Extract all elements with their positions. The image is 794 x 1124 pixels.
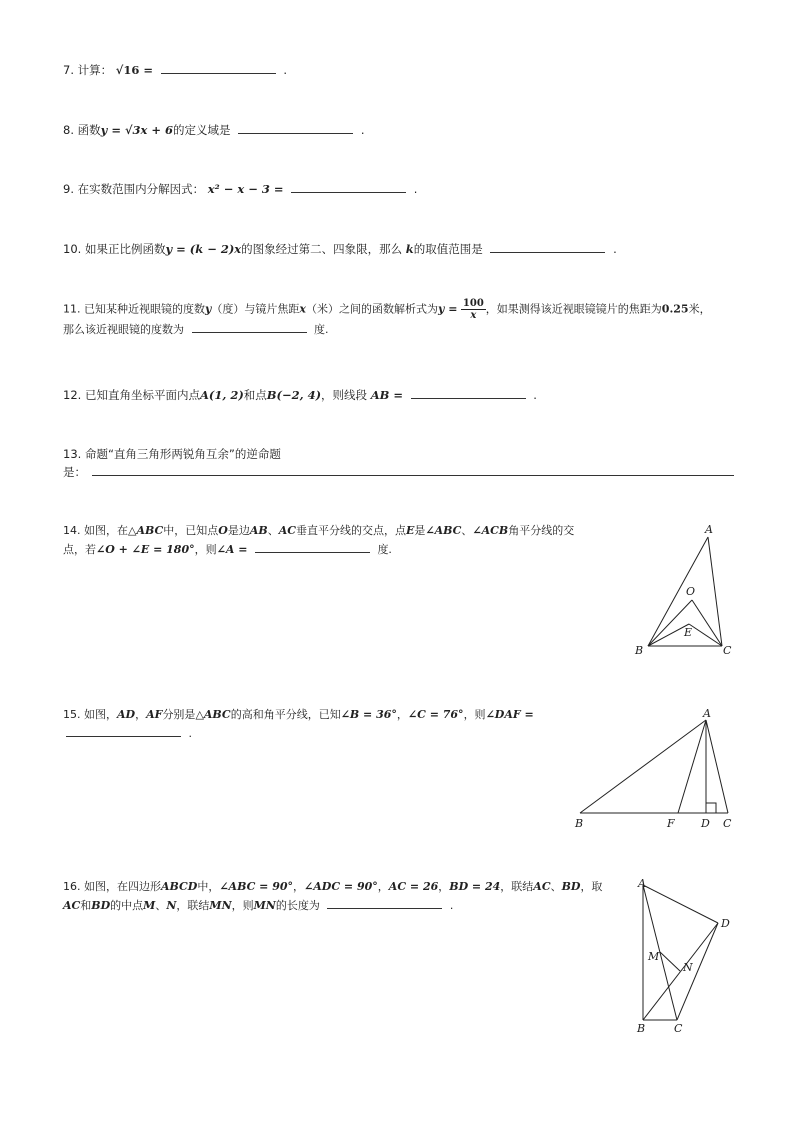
fig14-label-e: E (684, 626, 693, 639)
q12-answer-blank[interactable] (411, 386, 526, 399)
q11-val: 0.25 (661, 302, 689, 316)
q16-line2-f: 的长度为 (275, 899, 320, 912)
q14-angle-abc: ∠ABC (425, 524, 462, 537)
q16-seg-mn: MN (209, 899, 232, 912)
q16-text-d: ， (377, 880, 389, 893)
q15-angle-b: ∠B = 36° (340, 708, 397, 721)
fig14-line-ec (689, 624, 722, 646)
question-11 (63, 298, 711, 339)
q16-text-h: ，取 (580, 880, 603, 893)
q8-post: 的定义域是 (173, 123, 231, 137)
q16-line2-d: ，联结 (176, 899, 210, 912)
q16-answer-blank[interactable] (327, 896, 442, 909)
fig15-label-c: C (723, 817, 732, 830)
q7-answer-blank[interactable] (161, 61, 276, 74)
q15-ad: AD (117, 708, 136, 721)
q8-answer-blank[interactable] (238, 121, 353, 134)
q14-line2-b: ，则 (194, 543, 217, 556)
q15-text-c: 分别是 (162, 708, 196, 721)
fig16-label-b: B (637, 1022, 646, 1035)
q11-frac-den: x (470, 310, 477, 321)
q15-angle-c: ∠C = 76° (407, 708, 464, 721)
q15-answer-blank[interactable] (66, 724, 181, 737)
figure-16 (630, 872, 740, 1042)
q13-answer-blank[interactable] (92, 463, 734, 476)
question-7 (63, 61, 287, 79)
q9-text: 在实数范围内分解因式： (77, 182, 205, 196)
q14-text-c: 是边 (227, 524, 250, 537)
q13-line1: 命题“直角三角形两锐角互余”的逆命题 (84, 447, 281, 461)
q14-angle-acb: ∠ACB (472, 524, 509, 537)
q10-end: . (613, 242, 617, 256)
q12-mid: 和点 (243, 388, 267, 402)
q16-given-2: ∠ADC = 90° (304, 880, 378, 893)
fig16-label-a: A (638, 877, 646, 890)
q10-pre: 如果正比例函数 (84, 242, 166, 256)
fig15-label-f: F (667, 817, 675, 830)
fig16-diagonal-bd (643, 923, 718, 1020)
q12-number: 12. (63, 388, 82, 402)
q9-expr: x² − x − 3 = (207, 182, 284, 196)
q15-end: . (188, 727, 192, 740)
fig16-label-m: M (648, 950, 660, 963)
q11-answer-blank[interactable] (192, 320, 307, 333)
question-15 (63, 706, 534, 743)
q16-end: . (449, 899, 454, 912)
q14-point-e: E (406, 524, 415, 537)
question-10 (63, 240, 617, 258)
q16-text-b: 中， (197, 880, 220, 893)
q14-number: 14. (63, 524, 81, 537)
question-14 (63, 522, 574, 559)
q11-number: 11. (63, 302, 81, 316)
q8-expr: y = √3x + 6 (100, 123, 174, 137)
q9-end: . (413, 182, 418, 196)
q10-post2: 的取值范围是 (413, 242, 483, 256)
question-9 (63, 180, 417, 198)
q9-number: 9. (63, 182, 74, 196)
q8-end: . (360, 123, 365, 137)
q16-line2-seg-2: BD (91, 899, 111, 912)
fig15-label-d: D (701, 817, 710, 830)
q16-line2-a: 和 (80, 899, 92, 912)
question-16 (63, 878, 602, 915)
q14-line2-c: 度. (377, 543, 392, 556)
q7-expr: √16 = (115, 63, 153, 77)
fig14-label-a: A (705, 523, 713, 536)
q10-answer-blank[interactable] (490, 240, 605, 253)
q15-ask: ∠DAF = (485, 708, 534, 721)
q14-triangle: △ABC (128, 524, 164, 537)
q12-end: . (533, 388, 537, 402)
q11-line1-b: （度）与镜片焦距 (211, 302, 300, 316)
q16-seg-2: BD (561, 880, 581, 893)
q15-text-d: 的高和角平分线，已知 (230, 708, 341, 721)
fig14-label-o: O (686, 585, 696, 598)
q14-text-h: 角平分线的交 (508, 524, 575, 537)
figure-15 (570, 703, 740, 833)
fig15-label-a: A (703, 707, 711, 720)
q15-number: 15. (63, 708, 81, 721)
fig16-side-ad (643, 885, 718, 923)
q16-line2-b: 的中点 (110, 899, 144, 912)
fig14-side-ac (708, 537, 722, 646)
fig15-side-ac (706, 720, 728, 813)
q14-text-g: 、 (461, 524, 473, 537)
q8-number: 8. (63, 123, 74, 137)
q10-number: 10. (63, 242, 82, 256)
q16-seg-mn-2: MN (253, 899, 276, 912)
q9-answer-blank[interactable] (291, 180, 406, 193)
q14-text-d: 、 (267, 524, 279, 537)
q14-text-a: 如图，在 (84, 524, 128, 537)
q14-side-ab: AB (249, 524, 268, 537)
q12-point-b: B(−2, 4) (266, 388, 322, 402)
q16-text-a: 如图，在四边形 (84, 880, 161, 893)
q15-af: AF (146, 708, 163, 721)
q16-given-1: ∠ABC = 90° (219, 880, 294, 893)
q7-text: 计算： (77, 63, 113, 77)
fig14-line-oc (692, 600, 722, 646)
q15-text-a: 如图， (84, 708, 117, 721)
q15-text-b: ， (135, 708, 147, 721)
q11-line1-c: （米）之间的函数解析式为 (305, 302, 438, 316)
q12-pre: 已知直角坐标平面内点 (84, 388, 200, 402)
q11-line1-e: 米， (688, 302, 711, 316)
q11-line2-a: 那么该近视眼镜的度数为 (63, 323, 184, 336)
fig16-segment-mn (660, 952, 680, 971)
q16-text-c: ， (293, 880, 305, 893)
q15-text-f: ，则 (463, 708, 486, 721)
q14-text-e: 垂直平分线的交点，点 (296, 524, 406, 537)
q14-line2-a: 点，若 (63, 543, 96, 556)
fig16-label-n: N (683, 961, 693, 974)
q11-frac-num: 100 (462, 298, 484, 309)
q10-expr: y = (k − 2)x (165, 242, 242, 256)
q7-end: . (283, 63, 287, 77)
q15-triangle: △ABC (195, 708, 231, 721)
q11-line1-a: 已知某种近视眼镜的度数 (84, 302, 205, 316)
fig15-line-af (678, 720, 706, 813)
q16-point-m: M (143, 899, 156, 912)
q16-point-n: N (166, 899, 177, 912)
q16-seg-1: AC (533, 880, 551, 893)
q16-text-g: 、 (550, 880, 562, 893)
q14-text-f: 是 (414, 524, 426, 537)
q10-post: 的图象经过第二、四象限，那么 (241, 242, 403, 256)
fig16-label-c: C (674, 1022, 683, 1035)
q14-text-b: 中，已知点 (163, 524, 219, 537)
q14-answer-blank[interactable] (255, 540, 370, 553)
q16-text-e: ， (438, 880, 450, 893)
q12-post: ，则线段 (321, 388, 368, 402)
q14-expr: ∠O + ∠E = 180° (96, 543, 195, 556)
question-8 (63, 121, 365, 139)
q12-point-a: A(1, 2) (199, 388, 244, 402)
q13-line2: 是： (63, 465, 86, 479)
q15-text-e: ， (396, 708, 408, 721)
fig15-label-b: B (575, 817, 584, 830)
q16-text-f: ，联结 (500, 880, 534, 893)
fig14-label-c: C (723, 644, 732, 657)
q16-quad: ABCD (161, 880, 198, 893)
q8-pre: 函数 (77, 123, 101, 137)
figure-14 (630, 520, 740, 660)
q12-expr: AB = (370, 388, 403, 402)
q11-line2-b: 度. (314, 323, 329, 336)
fig14-label-b: B (635, 644, 644, 657)
q13-number: 13. (63, 447, 82, 461)
q16-given-3: AC = 26 (388, 880, 439, 893)
q7-number: 7. (63, 63, 74, 77)
question-13 (63, 445, 738, 481)
q11-x: x (299, 302, 306, 316)
q14-point-o: O (218, 524, 228, 537)
q11-y: y (205, 302, 212, 316)
q10-var: k (405, 242, 414, 256)
q11-line1-d: ，如果测得该近视眼镜镜片的焦距为 (485, 302, 662, 316)
q14-expr2: ∠A = (216, 543, 248, 556)
fig16-label-d: D (721, 917, 730, 930)
q11-yeq: y = (437, 302, 458, 316)
q16-given-4: BD = 24 (449, 880, 501, 893)
q11-fraction (461, 298, 486, 321)
q16-line2-e: ，则 (231, 899, 254, 912)
q14-side-ac: AC (278, 524, 296, 537)
fig15-right-angle-mark (706, 803, 716, 813)
q16-line2-seg-1: AC (63, 899, 81, 912)
fig15-side-ab (580, 720, 706, 813)
q16-number: 16. (63, 880, 81, 893)
q16-line2-c: 、 (155, 899, 167, 912)
question-12 (63, 386, 537, 404)
